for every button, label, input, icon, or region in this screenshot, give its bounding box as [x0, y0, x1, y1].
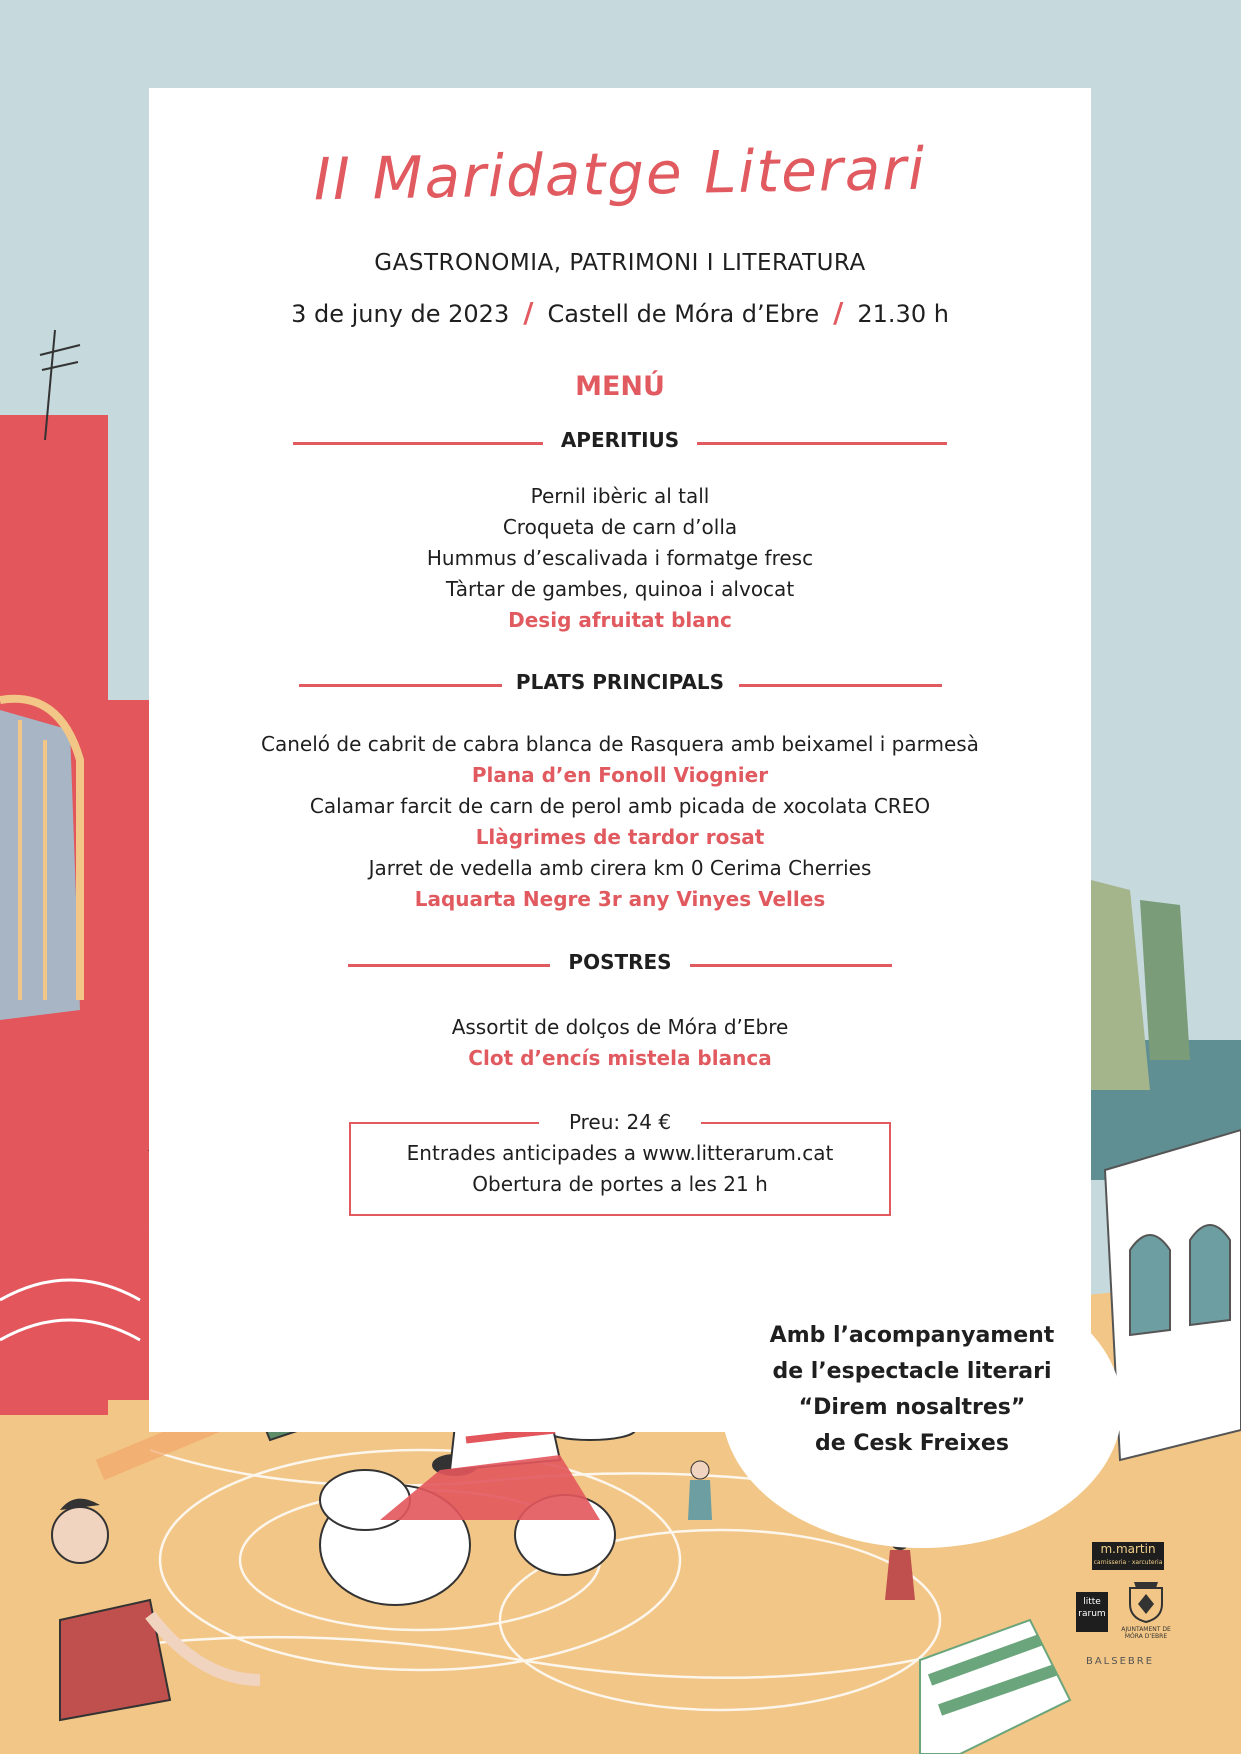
- event-info: [149, 296, 1091, 329]
- menu-item: Hummus d’escalivada i formatge fresc: [426, 546, 814, 570]
- doors-info: Obertura de portes a les 21 h: [472, 1172, 768, 1196]
- section-label: POSTRES: [568, 950, 672, 974]
- menu-item: Caneló de cabrit de cabra blanca de Rasquera amb beixamel i parmesà: [261, 732, 979, 756]
- subtitle: GASTRONOMIA, PATRIMONI I LITERATURA: [374, 250, 866, 276]
- menu-item: Croqueta de carn d’olla: [502, 515, 738, 539]
- wine-item: Clot d’encís mistela blanca: [468, 1046, 772, 1070]
- show-line: de l’espectacle literari: [772, 1359, 1052, 1384]
- menu-item: Pernil ibèric al tall: [530, 484, 710, 508]
- menu-item: Tàrtar de gambes, quinoa i alvocat: [445, 577, 795, 601]
- show-line: de Cesk Freixes: [815, 1431, 1009, 1456]
- event-time: 21.30 h: [857, 300, 949, 328]
- sponsor-logo-martin: [1092, 1542, 1164, 1570]
- page-title: II Maridatge Literari: [313, 134, 927, 214]
- menu-item: Jarret de vedella amb cirera km 0 Cerima Cherries: [368, 856, 872, 880]
- coat-of-arms-icon: [1126, 1580, 1166, 1624]
- section-items-plats-principals: [149, 729, 1091, 915]
- sponsor-tagline: carnisseria · xarcuteria: [1093, 1559, 1163, 1566]
- menu-item: Calamar farcit de carn de perol amb picada de xocolata CREO: [309, 794, 931, 818]
- section-heading-aperitius: [149, 428, 1091, 458]
- price-label: Preu: 24 €: [539, 1110, 701, 1134]
- section-heading-plats-principals: [149, 670, 1091, 700]
- show-text: [742, 1318, 1082, 1462]
- tickets-info: Entrades anticipades a www.litterarum.cat: [406, 1141, 834, 1165]
- sponsor-name: m.martin: [1100, 1542, 1156, 1556]
- menu-card: [149, 88, 1091, 1432]
- event-date: 3 de juny de 2023: [291, 300, 510, 328]
- section-label: APERITIUS: [560, 428, 680, 452]
- section-heading-postres: [149, 950, 1091, 980]
- sponsor-logo-ajuntament: [1120, 1580, 1172, 1650]
- menu-item: Assortit de dolços de Móra d’Ebre: [451, 1015, 789, 1039]
- event-place: Castell de Móra d’Ebre: [547, 300, 820, 328]
- show-line: Amb l’acompanyament: [769, 1323, 1055, 1348]
- section-items-postres: [149, 1012, 1091, 1074]
- separator-icon: /: [833, 296, 844, 329]
- show-line: “Direm nosaltres”: [798, 1395, 1026, 1420]
- separator-icon: /: [523, 296, 534, 329]
- sponsor-name: AJUNTAMENT DE MÓRA D’EBRE: [1121, 1626, 1171, 1640]
- wine-item: Plana d’en Fonoll Viognier: [471, 763, 769, 787]
- price-box: [349, 1110, 891, 1216]
- sponsor-logo-litterarum: litte rarum: [1076, 1592, 1108, 1632]
- wine-item: Laquarta Negre 3r any Vinyes Velles: [414, 887, 826, 911]
- wine-item: Llàgrimes de tardor rosat: [475, 825, 765, 849]
- section-items-aperitius: [149, 481, 1091, 636]
- section-label: PLATS PRINCIPALS: [515, 670, 725, 694]
- sponsor-logo-balsebre: [1070, 1656, 1170, 1680]
- menu-heading: MENÚ: [575, 371, 665, 402]
- wine-item: Desig afruitat blanc: [508, 608, 732, 632]
- sponsor-name: BALSEBRE: [1085, 1656, 1155, 1667]
